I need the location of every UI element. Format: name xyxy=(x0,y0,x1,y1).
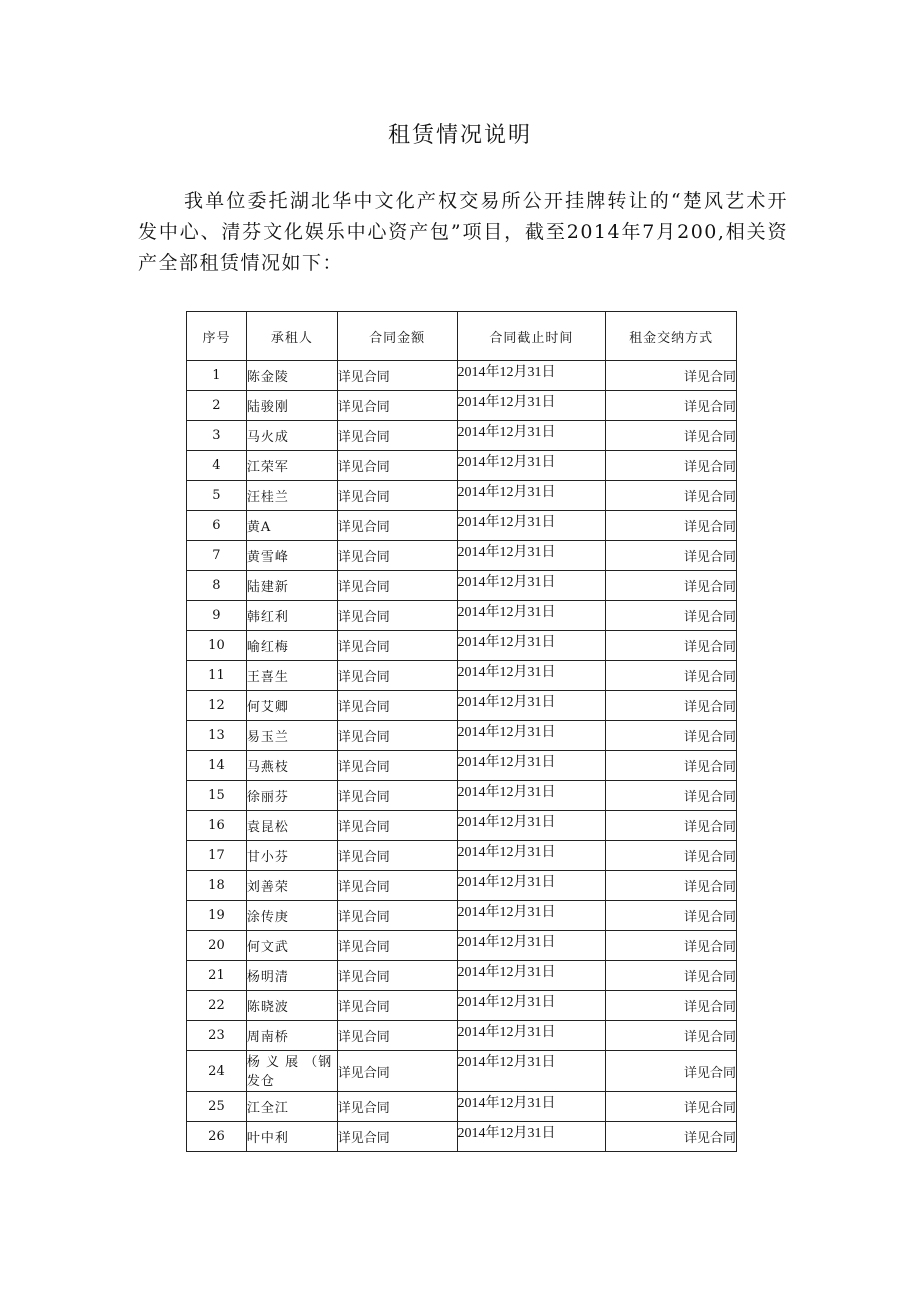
tenant-name: 王喜生 xyxy=(246,661,337,691)
row-number: 23 xyxy=(187,1021,247,1051)
contract-end-date: 2014年12月31日 xyxy=(457,871,606,901)
table-row xyxy=(187,781,737,811)
row-number: 20 xyxy=(187,931,247,961)
table-row xyxy=(187,871,737,901)
tenant-name: 陆骏刚 xyxy=(246,391,337,421)
row-number: 2 xyxy=(187,391,247,421)
row-number: 13 xyxy=(187,721,247,751)
payment-method: 详见合同 xyxy=(606,991,737,1021)
row-number: 8 xyxy=(187,571,247,601)
contract-amount: 详见合同 xyxy=(337,781,457,811)
payment-method: 详见合同 xyxy=(606,1092,737,1122)
row-number: 26 xyxy=(187,1122,247,1152)
contract-amount: 详见合同 xyxy=(337,751,457,781)
table-row xyxy=(187,421,737,451)
contract-amount: 详见合同 xyxy=(337,871,457,901)
contract-end-date: 2014年12月31日 xyxy=(457,361,606,391)
row-number: 3 xyxy=(187,421,247,451)
contract-end-date: 2014年12月31日 xyxy=(457,1021,606,1051)
payment-method: 详见合同 xyxy=(606,901,737,931)
payment-method: 详见合同 xyxy=(606,1122,737,1152)
contract-end-date: 2014年12月31日 xyxy=(457,811,606,841)
contract-amount: 详见合同 xyxy=(337,571,457,601)
table-row xyxy=(187,391,737,421)
contract-amount: 详见合同 xyxy=(337,1092,457,1122)
contract-amount: 详见合同 xyxy=(337,931,457,961)
row-number: 21 xyxy=(187,961,247,991)
table-row xyxy=(187,931,737,961)
contract-end-date: 2014年12月31日 xyxy=(457,1092,606,1122)
tenant-name: 马燕枝 xyxy=(246,751,337,781)
tenant-name: 徐丽芬 xyxy=(246,781,337,811)
tenant-name: 马火成 xyxy=(246,421,337,451)
tenant-name: 何艾卿 xyxy=(246,691,337,721)
contract-end-date: 2014年12月31日 xyxy=(457,541,606,571)
row-number: 25 xyxy=(187,1092,247,1122)
table-row xyxy=(187,631,737,661)
payment-method: 详见合同 xyxy=(606,931,737,961)
contract-end-date: 2014年12月31日 xyxy=(457,1051,606,1092)
contract-end-date: 2014年12月31日 xyxy=(457,661,606,691)
contract-end-date: 2014年12月31日 xyxy=(457,511,606,541)
table-row xyxy=(187,661,737,691)
row-number: 19 xyxy=(187,901,247,931)
row-number: 11 xyxy=(187,661,247,691)
table-header-row xyxy=(187,312,737,361)
contract-amount: 详见合同 xyxy=(337,841,457,871)
tenant-name: 何文武 xyxy=(246,931,337,961)
payment-method: 详见合同 xyxy=(606,391,737,421)
contract-end-date: 2014年12月31日 xyxy=(457,601,606,631)
tenant-name: 杨明清 xyxy=(246,961,337,991)
contract-end-date: 2014年12月31日 xyxy=(457,931,606,961)
table-row xyxy=(187,961,737,991)
table-row xyxy=(187,1051,737,1092)
row-number: 14 xyxy=(187,751,247,781)
tenant-name: 江全江 xyxy=(246,1092,337,1122)
contract-end-date: 2014年12月31日 xyxy=(457,421,606,451)
tenant-name: 涂传庚 xyxy=(246,901,337,931)
tenant-name: 叶中利 xyxy=(246,1122,337,1152)
tenant-name: 汪桂兰 xyxy=(246,481,337,511)
table-body xyxy=(187,361,737,1152)
table-row xyxy=(187,1122,737,1152)
payment-method: 详见合同 xyxy=(606,451,737,481)
row-number: 24 xyxy=(187,1051,247,1092)
contract-amount: 详见合同 xyxy=(337,451,457,481)
row-number: 16 xyxy=(187,811,247,841)
payment-method: 详见合同 xyxy=(606,781,737,811)
row-number: 12 xyxy=(187,691,247,721)
row-number: 9 xyxy=(187,601,247,631)
tenant-name: 周南桥 xyxy=(246,1021,337,1051)
contract-end-date: 2014年12月31日 xyxy=(457,991,606,1021)
payment-method: 详见合同 xyxy=(606,631,737,661)
table-row xyxy=(187,601,737,631)
payment-method: 详见合同 xyxy=(606,841,737,871)
contract-amount: 详见合同 xyxy=(337,721,457,751)
table-row xyxy=(187,481,737,511)
payment-method: 详见合同 xyxy=(606,481,737,511)
header-payment-method: 租金交纳方式 xyxy=(606,312,737,361)
contract-end-date: 2014年12月31日 xyxy=(457,961,606,991)
tenant-name: 黄A xyxy=(246,511,337,541)
header-end-date: 合同截止时间 xyxy=(457,312,606,361)
payment-method: 详见合同 xyxy=(606,721,737,751)
contract-amount: 详见合同 xyxy=(337,1021,457,1051)
tenant-name: 甘小芬 xyxy=(246,841,337,871)
tenant-name: 袁昆松 xyxy=(246,811,337,841)
table-row xyxy=(187,361,737,391)
table-row xyxy=(187,901,737,931)
table-row xyxy=(187,751,737,781)
header-no: 序号 xyxy=(187,312,247,361)
payment-method: 详见合同 xyxy=(606,751,737,781)
contract-amount: 详见合同 xyxy=(337,1051,457,1092)
contract-end-date: 2014年12月31日 xyxy=(457,721,606,751)
payment-method: 详见合同 xyxy=(606,421,737,451)
row-number: 10 xyxy=(187,631,247,661)
contract-end-date: 2014年12月31日 xyxy=(457,1122,606,1152)
contract-end-date: 2014年12月31日 xyxy=(457,481,606,511)
tenant-name: 杨 义 展 （钢发仓 xyxy=(246,1051,337,1092)
payment-method: 详见合同 xyxy=(606,661,737,691)
page-title: 租赁情况说明 xyxy=(387,123,532,148)
payment-method: 详见合同 xyxy=(606,811,737,841)
contract-end-date: 2014年12月31日 xyxy=(457,391,606,421)
table-row xyxy=(187,991,737,1021)
contract-amount: 详见合同 xyxy=(337,601,457,631)
contract-end-date: 2014年12月31日 xyxy=(457,571,606,601)
table-row xyxy=(187,571,737,601)
contract-end-date: 2014年12月31日 xyxy=(457,781,606,811)
payment-method: 详见合同 xyxy=(606,361,737,391)
contract-amount: 详见合同 xyxy=(337,901,457,931)
contract-end-date: 2014年12月31日 xyxy=(457,841,606,871)
table-row xyxy=(187,541,737,571)
table-row xyxy=(187,841,737,871)
row-number: 22 xyxy=(187,991,247,1021)
contract-amount: 详见合同 xyxy=(337,481,457,511)
table-row xyxy=(187,1092,737,1122)
contract-amount: 详见合同 xyxy=(337,691,457,721)
row-number: 5 xyxy=(187,481,247,511)
payment-method: 详见合同 xyxy=(606,601,737,631)
table-row xyxy=(187,1021,737,1051)
payment-method: 详见合同 xyxy=(606,1051,737,1092)
row-number: 17 xyxy=(187,841,247,871)
row-number: 7 xyxy=(187,541,247,571)
tenant-name: 江荣军 xyxy=(246,451,337,481)
tenant-name: 黄雪峰 xyxy=(246,541,337,571)
tenant-name: 韩红利 xyxy=(246,601,337,631)
contract-amount: 详见合同 xyxy=(337,991,457,1021)
table-row xyxy=(187,451,737,481)
contract-amount: 详见合同 xyxy=(337,511,457,541)
intro-paragraph: 我单位委托湖北华中文化产权交易所公开挂牌转让的“楚风艺术开发中心、清芬文化娱乐中心资产包”项目，截至2014年7月200,相关资产全部租赁情况如下： xyxy=(138,190,788,274)
header-amount: 合同金额 xyxy=(337,312,457,361)
table-row xyxy=(187,811,737,841)
contract-end-date: 2014年12月31日 xyxy=(457,691,606,721)
lease-table xyxy=(186,311,737,1152)
table-row xyxy=(187,511,737,541)
contract-amount: 详见合同 xyxy=(337,661,457,691)
tenant-name: 陈晓波 xyxy=(246,991,337,1021)
contract-amount: 详见合同 xyxy=(337,391,457,421)
contract-amount: 详见合同 xyxy=(337,421,457,451)
tenant-name: 陆建新 xyxy=(246,571,337,601)
tenant-name: 刘善荣 xyxy=(246,871,337,901)
tenant-name: 喻红梅 xyxy=(246,631,337,661)
payment-method: 详见合同 xyxy=(606,871,737,901)
contract-end-date: 2014年12月31日 xyxy=(457,901,606,931)
contract-amount: 详见合同 xyxy=(337,961,457,991)
contract-end-date: 2014年12月31日 xyxy=(457,751,606,781)
table-row xyxy=(187,691,737,721)
header-tenant: 承租人 xyxy=(246,312,337,361)
contract-end-date: 2014年12月31日 xyxy=(457,631,606,661)
contract-amount: 详见合同 xyxy=(337,1122,457,1152)
payment-method: 详见合同 xyxy=(606,961,737,991)
payment-method: 详见合同 xyxy=(606,571,737,601)
payment-method: 详见合同 xyxy=(606,691,737,721)
contract-amount: 详见合同 xyxy=(337,811,457,841)
contract-amount: 详见合同 xyxy=(337,631,457,661)
tenant-name: 易玉兰 xyxy=(246,721,337,751)
row-number: 1 xyxy=(187,361,247,391)
payment-method: 详见合同 xyxy=(606,1021,737,1051)
table-row xyxy=(187,721,737,751)
payment-method: 详见合同 xyxy=(606,511,737,541)
row-number: 18 xyxy=(187,871,247,901)
row-number: 15 xyxy=(187,781,247,811)
contract-amount: 详见合同 xyxy=(337,541,457,571)
payment-method: 详见合同 xyxy=(606,541,737,571)
row-number: 6 xyxy=(187,511,247,541)
contract-end-date: 2014年12月31日 xyxy=(457,451,606,481)
contract-amount: 详见合同 xyxy=(337,361,457,391)
row-number: 4 xyxy=(187,451,247,481)
tenant-name: 陈金陵 xyxy=(246,361,337,391)
